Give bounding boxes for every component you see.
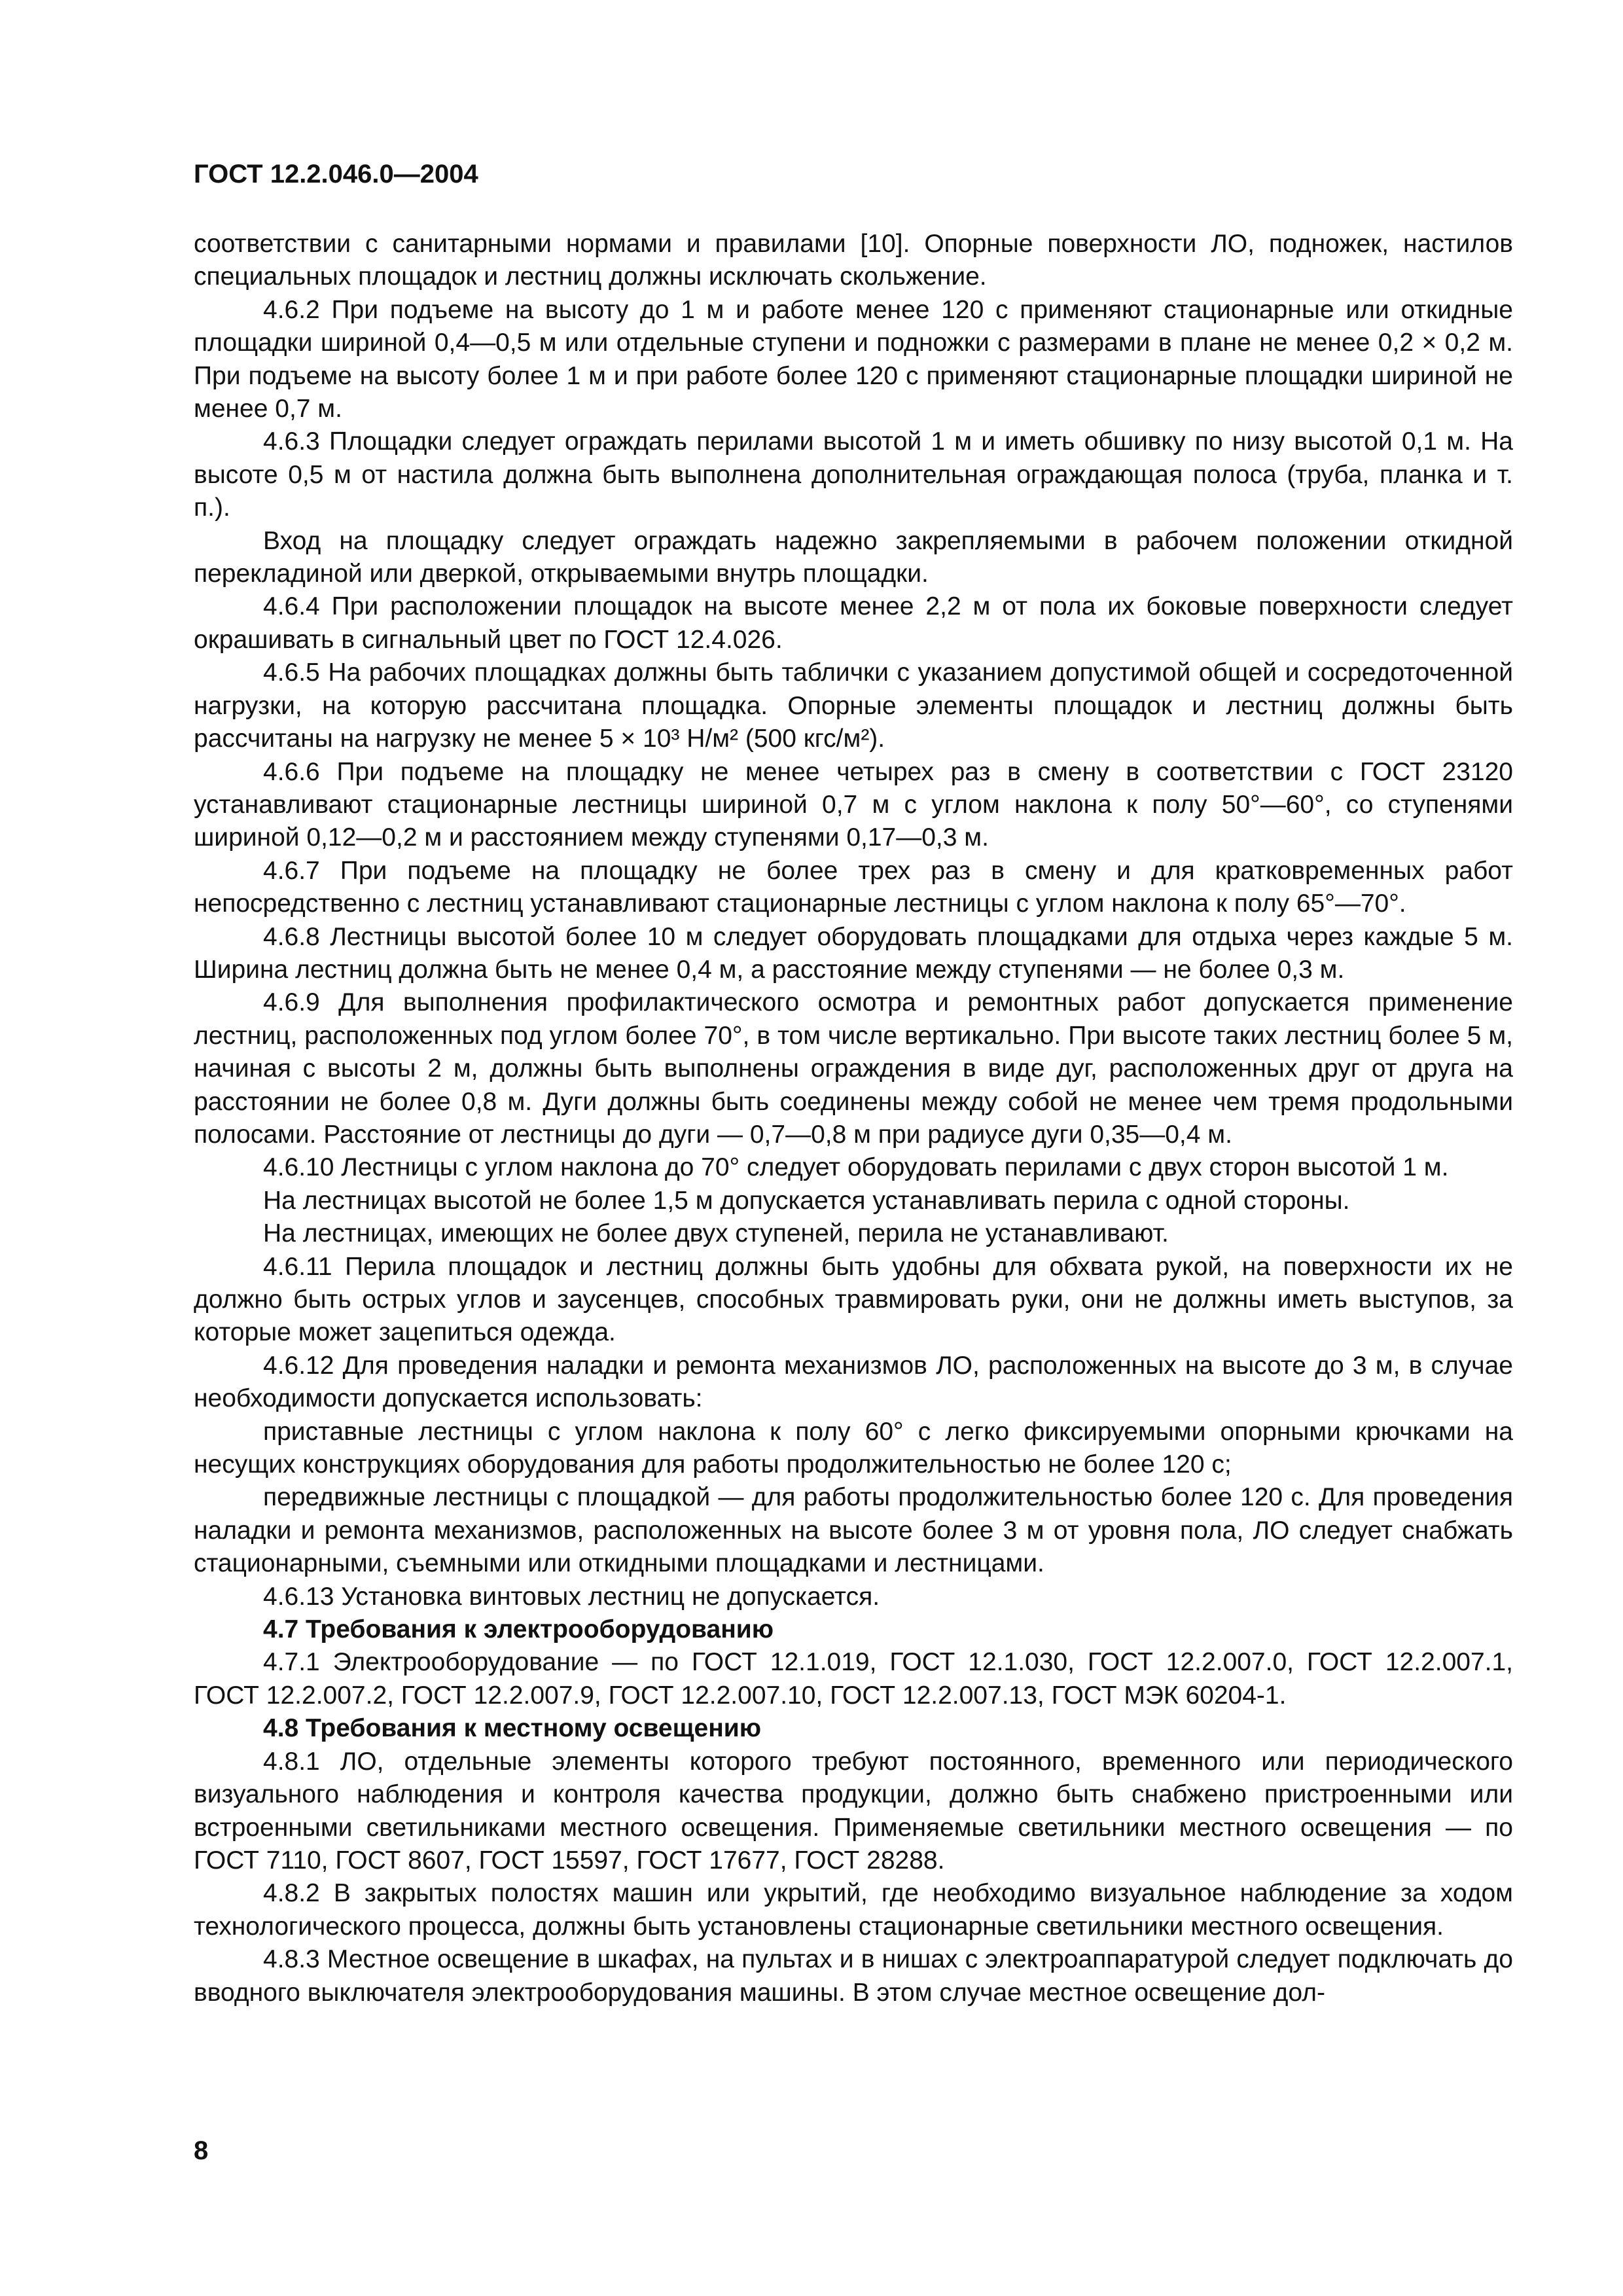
- paragraph-4-7-1: 4.7.1 Электрооборудование — по ГОСТ 12.1.019, ГОСТ 12.1.030, ГОСТ 12.2.007.0, ГОСТ 12.2.007.1, ГОСТ 12.2.007.2, ГОСТ 12.2.007.9, ГОСТ 12.2.007.10, ГОСТ 12.2.007.13, ГОСТ МЭК 60204-1.: [194, 1648, 1513, 1710]
- paragraph-4-6-5: 4.6.5 На рабочих площадках должны быть таблички с указанием допустимой общей и сосредоточенной нагрузки, на которую рассчитана площадка. Опорные элементы площадок и лестниц должны быть рассчитаны на нагрузку не менее 5 × 10³ Н/м² (500 кгс/м²).: [194, 658, 1513, 753]
- paragraph-4-6-13: 4.6.13 Установка винтовых лестниц не допускается.: [263, 1582, 880, 1611]
- paragraph-4-6-3-entry: Вход на площадку следует ограждать надежно закрепляемыми в рабочем положении откидной перекладиной или дверкой, открываемыми внутрь площадки.: [194, 526, 1513, 588]
- paragraph-4-6-10-c: На лестницах, имеющих не более двух ступеней, перила не устанавливают.: [263, 1219, 1169, 1248]
- section-heading-4-7: 4.7 Требования к электрооборудованию: [263, 1615, 774, 1644]
- paragraph-4-8-3: 4.8.3 Местное освещение в шкафах, на пультах и в нишах с электроаппаратурой следует подключать до вводного выключателя электрооборудования машины. В этом случае местное освещение дол-: [194, 1945, 1513, 2007]
- section-heading-4-8: 4.8 Требования к местному освещению: [263, 1714, 762, 1743]
- paragraph-4-6-3: 4.6.3 Площадки следует ограждать перилами высотой 1 м и иметь обшивку по низу высотой 0,1 м. На высоте 0,5 м от настила должна быть выполнена дополнительная ограждающая полоса (труба, планка и т. п.).: [194, 427, 1513, 522]
- paragraph-4-6-4: 4.6.4 При расположении площадок на высоте менее 2,2 м от пола их боковые поверхности следует окрашивать в сигнальный цвет по ГОСТ 12.4.026.: [194, 592, 1513, 654]
- document-code-header: ГОСТ 12.2.046.0—2004: [194, 160, 478, 188]
- document-body: [194, 228, 1513, 2009]
- paragraph-continuation: соответствии с санитарными нормами и правилами [10]. Опорные поверхности ЛО, подножек, настилов специальных площадок и лестниц должны исключать скольжение.: [194, 230, 1513, 291]
- paragraph-4-6-9: 4.6.9 Для выполнения профилактического осмотра и ремонтных работ допускается применение лестниц, расположенных под углом более 70°, в том числе вертикально. При высоте таких лестниц более 5 м, начиная с высоты 2 м, должны быть выполнены ограждения в виде дуг, расположенных друг от друга на расстоянии не более 0,8 м. Дуги должны быть соединены между собой не менее чем тремя продольными полосами. Расстояние от лестницы до дуги — 0,7—0,8 м при радиусе дуги 0,35—0,4 м.: [194, 988, 1513, 1149]
- paragraph-4-6-10-b: На лестницах высотой не более 1,5 м допускается устанавливать перила с одной стороны.: [263, 1186, 1350, 1215]
- page-number: 8: [194, 2136, 209, 2165]
- paragraph-4-8-2: 4.8.2 В закрытых полостях машин или укрытий, где необходимо визуальное наблюдение за ходом технологического процесса, должны быть установлены стационарные светильники местного освещения.: [194, 1879, 1513, 1941]
- paragraph-4-6-6: 4.6.6 При подъеме на площадку не менее четырех раз в смену в соответствии с ГОСТ 23120 устанавливают стационарные лестницы шириной 0,7 м с углом наклона к полу 50°—60°, со ступенями шириной 0,12—0,2 м и расстоянием между ступенями 0,17—0,3 м.: [194, 757, 1513, 852]
- paragraph-4-8-1: 4.8.1 ЛО, отдельные элементы которого требуют постоянного, временного или периодического визуального наблюдения и контроля качества продукции, должно быть снабжено пристроенными или встроенными светильниками местного освещения. Применяемые светильники местного освещения — по ГОСТ 7110, ГОСТ 8607, ГОСТ 15597, ГОСТ 17677, ГОСТ 28288.: [194, 1747, 1513, 1874]
- paragraph-4-6-10: 4.6.10 Лестницы с углом наклона до 70° следует оборудовать перилами с двух сторон высотой 1 м.: [263, 1153, 1449, 1182]
- paragraph-4-6-12-a: приставные лестницы с углом наклона к полу 60° с легко фиксируемыми опорными крючками на несущих конструкциях оборудования для работы продолжительностью не более 120 с;: [194, 1417, 1513, 1479]
- document-page: [194, 0, 1513, 2296]
- paragraph-4-6-12-b: передвижные лестницы с площадкой — для работы продолжительностью более 120 с. Для проведения наладки и ремонта механизмов, расположенных на высоте более 3 м от уровня пола, ЛО следует снабжать стационарными, съемными или откидными площадками и лестницами.: [194, 1483, 1513, 1578]
- paragraph-4-6-7: 4.6.7 При подъеме на площадку не более трех раз в смену и для кратковременных работ непосредственно с лестниц устанавливают стационарные лестницы с углом наклона к полу 65°—70°.: [194, 856, 1513, 918]
- paragraph-4-6-12: 4.6.12 Для проведения наладки и ремонта механизмов ЛО, расположенных на высоте до 3 м, в случае необходимости допускается использовать:: [194, 1351, 1513, 1413]
- paragraph-4-6-11: 4.6.11 Перила площадок и лестниц должны быть удобны для обхвата рукой, на поверхности их не должно быть острых углов и заусенцев, способных травмировать руки, они не должны иметь выступов, за которые может зацепиться одежда.: [194, 1252, 1513, 1347]
- paragraph-4-6-8: 4.6.8 Лестницы высотой более 10 м следует оборудовать площадками для отдыха через каждые 5 м. Ширина лестниц должна быть не менее 0,4 м, а расстояние между ступенями — не более 0,3 м.: [194, 922, 1513, 984]
- paragraph-4-6-2: 4.6.2 При подъеме на высоту до 1 м и работе менее 120 с применяют стационарные или откидные площадки шириной 0,4—0,5 м или отдельные ступени и подножки с размерами в плане не менее 0,2 × 0,2 м. При подъеме на высоту более 1 м и при работе более 120 с применяют стационарные площадки шириной не менее 0,7 м.: [194, 295, 1513, 423]
